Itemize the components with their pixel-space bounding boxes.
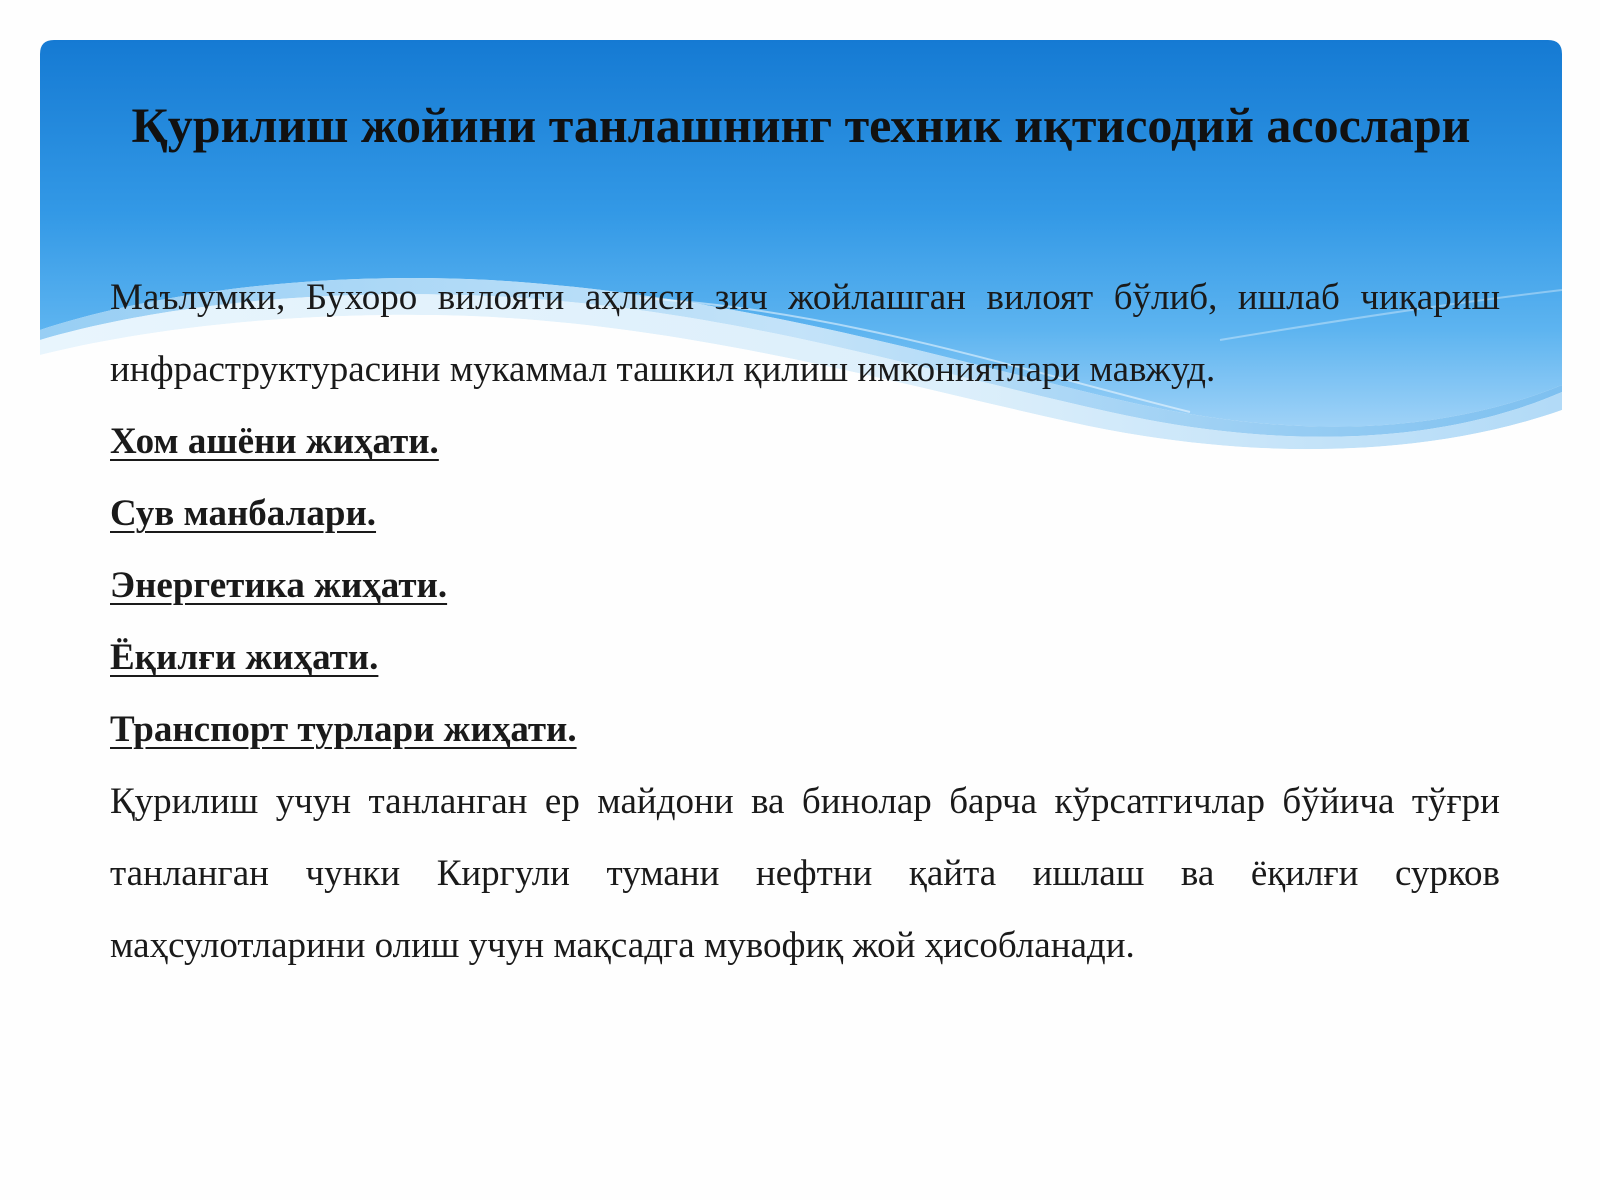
intro-paragraph: Маълумки, Бухоро вилояти аҳлиси зич жойлашган вилоят бўлиб, ишлаб чиқариш инфраструктурасини мукаммал ташкил қилиш имкониятлари мавжуд. — [110, 277, 1500, 390]
slide-body — [110, 262, 1500, 982]
heading-transport: Транспорт турлари жиҳати. — [110, 709, 577, 750]
heading-water-sources: Сув манбалари. — [110, 493, 377, 534]
heading-raw-materials: Хом ашёни жиҳати. — [110, 421, 439, 462]
heading-energy: Энергетика жиҳати. — [110, 565, 448, 606]
slide-title: Қурилиш жойини танлашнинг техник иқтисодий асослари — [131, 97, 1471, 153]
heading-fuel: Ёқилғи жиҳати. — [110, 637, 379, 678]
conclusion-paragraph: Қурилиш учун танланган ер майдони ва бинолар барча кўрсатгичлар бўйича тўғри танланган чунки Киргули тумани нефтни қайта ишлаш ва ёқилғи сурков маҳсулотларини олиш учун мақсадга мувофиқ жой ҳисобланади. — [110, 781, 1500, 966]
